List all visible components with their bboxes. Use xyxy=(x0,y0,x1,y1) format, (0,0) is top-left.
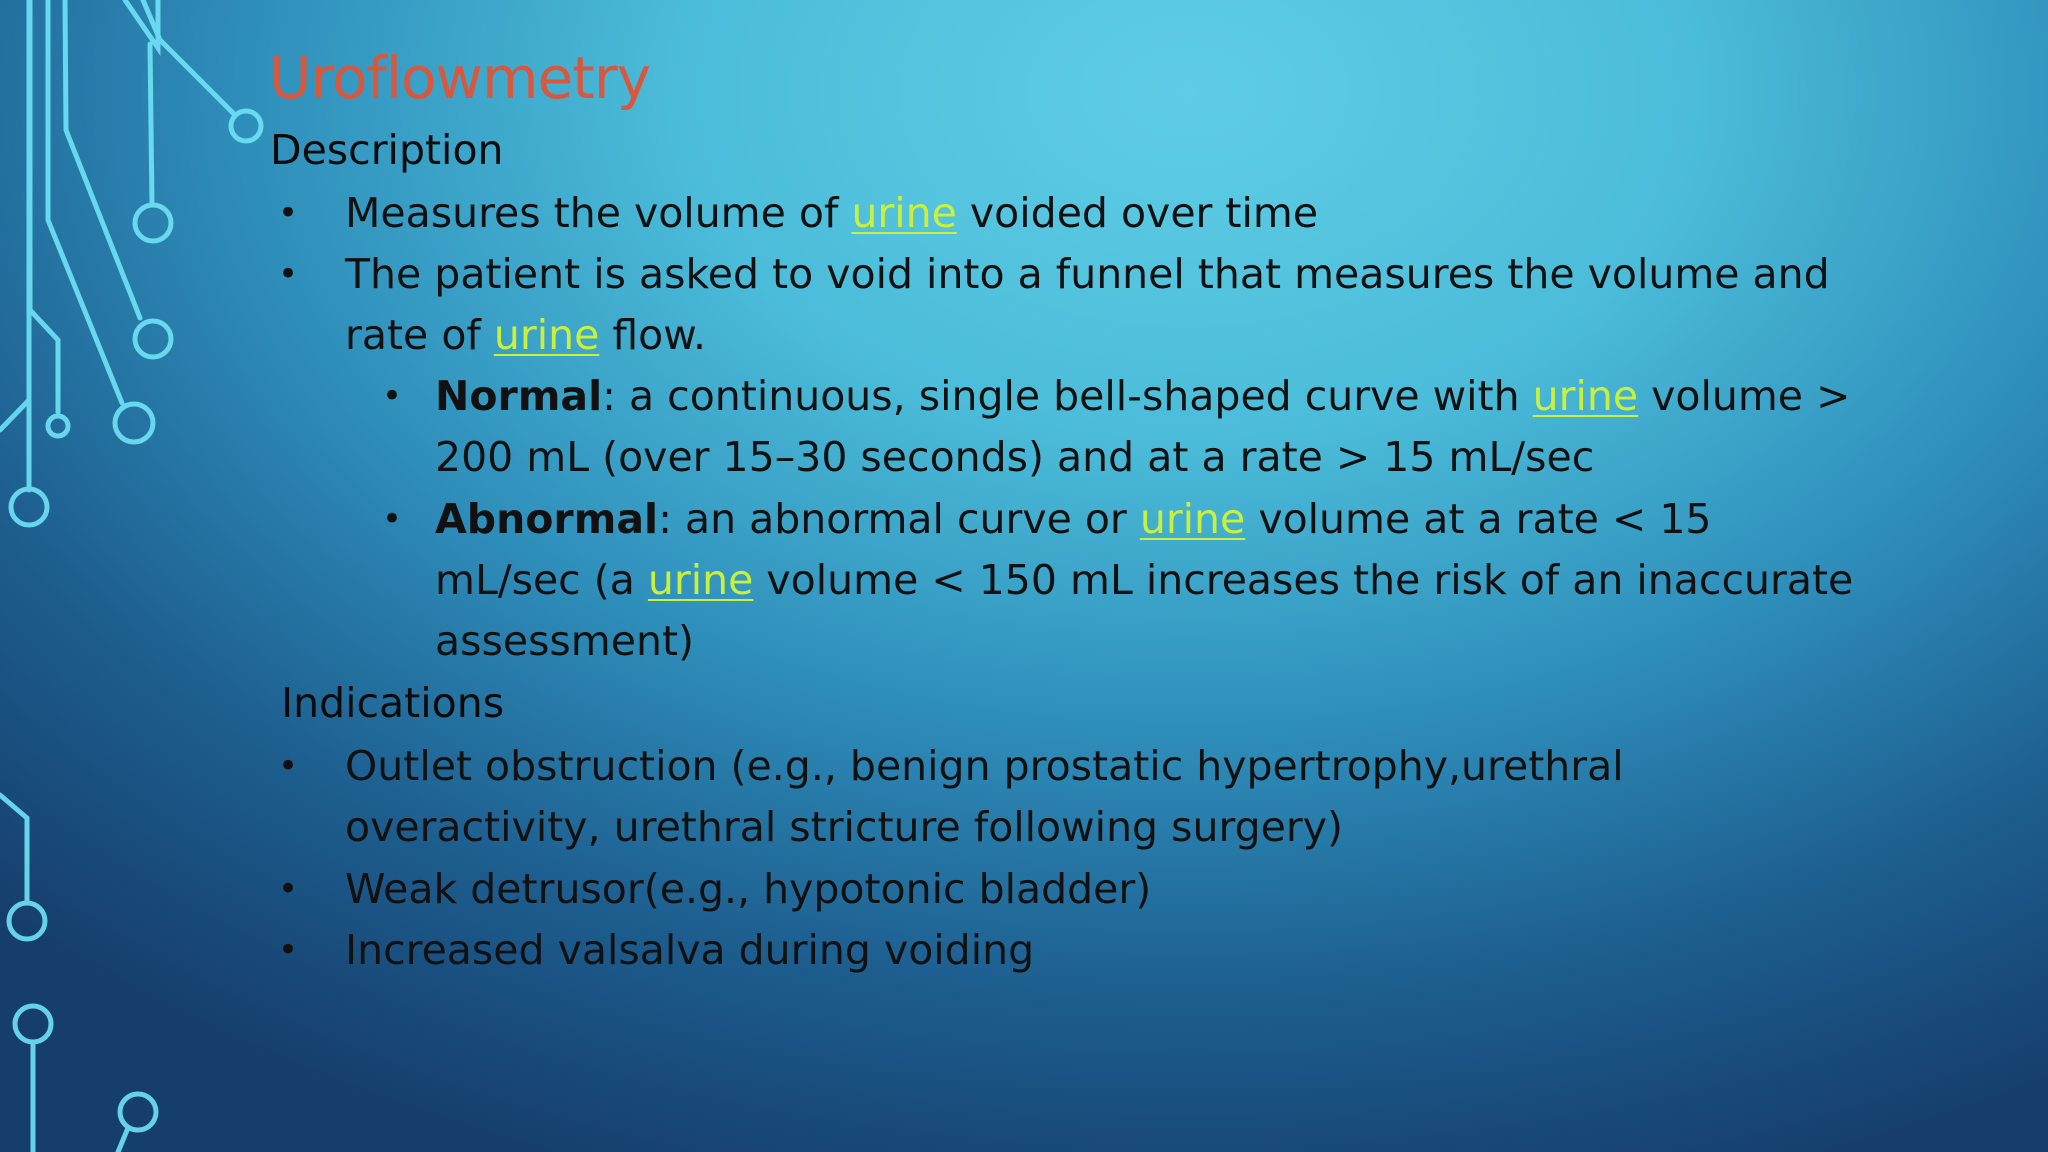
abnormal-label: Abnormal xyxy=(435,495,659,543)
text: voided over time xyxy=(956,189,1319,237)
bullet-marker: • xyxy=(278,869,299,909)
urine-link[interactable]: urine xyxy=(851,189,957,237)
indication-item-3 xyxy=(345,920,1034,981)
bullet-marker: • xyxy=(278,746,299,786)
urine-link[interactable]: urine xyxy=(1532,372,1639,420)
text: overactivity, urethral stricture following surgery) xyxy=(345,803,1343,851)
text: 200 mL (over 15–30 seconds) and at a rate > 15 mL/sec xyxy=(435,433,1595,481)
text: volume > xyxy=(1638,372,1851,420)
slide-title: Uroflowmetry xyxy=(269,44,651,112)
bullet-marker: • xyxy=(382,376,403,416)
abnormal-bullet xyxy=(435,489,1853,672)
text: rate of xyxy=(345,311,494,359)
text: flow. xyxy=(599,311,707,359)
description-heading: Description xyxy=(270,126,504,174)
bullet-marker: • xyxy=(278,193,299,233)
text: Outlet obstruction (e.g., benign prostatic hypertrophy,urethral xyxy=(345,742,1624,790)
bullet-marker: • xyxy=(278,254,299,294)
text: The patient is asked to void into a funnel that measures the volume and xyxy=(345,250,1830,298)
bullet-marker: • xyxy=(382,499,403,539)
text: Weak detrusor(e.g., hypotonic bladder) xyxy=(345,865,1152,913)
text: assessment) xyxy=(435,617,695,665)
text: volume < 150 mL increases the risk of an inaccurate xyxy=(753,556,1854,604)
indication-item-1 xyxy=(345,736,1624,858)
description-bullet-2 xyxy=(345,244,1830,366)
text: Measures the volume of xyxy=(345,189,852,237)
normal-label: Normal xyxy=(435,372,603,420)
urine-link[interactable]: urine xyxy=(1139,495,1246,543)
normal-bullet xyxy=(435,366,1850,488)
bullet-marker: • xyxy=(278,930,299,970)
description-bullet-1 xyxy=(345,183,1318,244)
indication-item-2 xyxy=(345,859,1151,920)
indications-heading: Indications xyxy=(281,679,505,727)
text: mL/sec (a xyxy=(435,556,648,604)
text: volume at a rate < 15 xyxy=(1245,495,1712,543)
text: Increased valsalva during voiding xyxy=(345,926,1035,974)
urine-link[interactable]: urine xyxy=(493,311,600,359)
text: : a continuous, single bell-shaped curve with xyxy=(602,372,1533,420)
text: : an abnormal curve or xyxy=(658,495,1140,543)
urine-link[interactable]: urine xyxy=(647,556,754,604)
